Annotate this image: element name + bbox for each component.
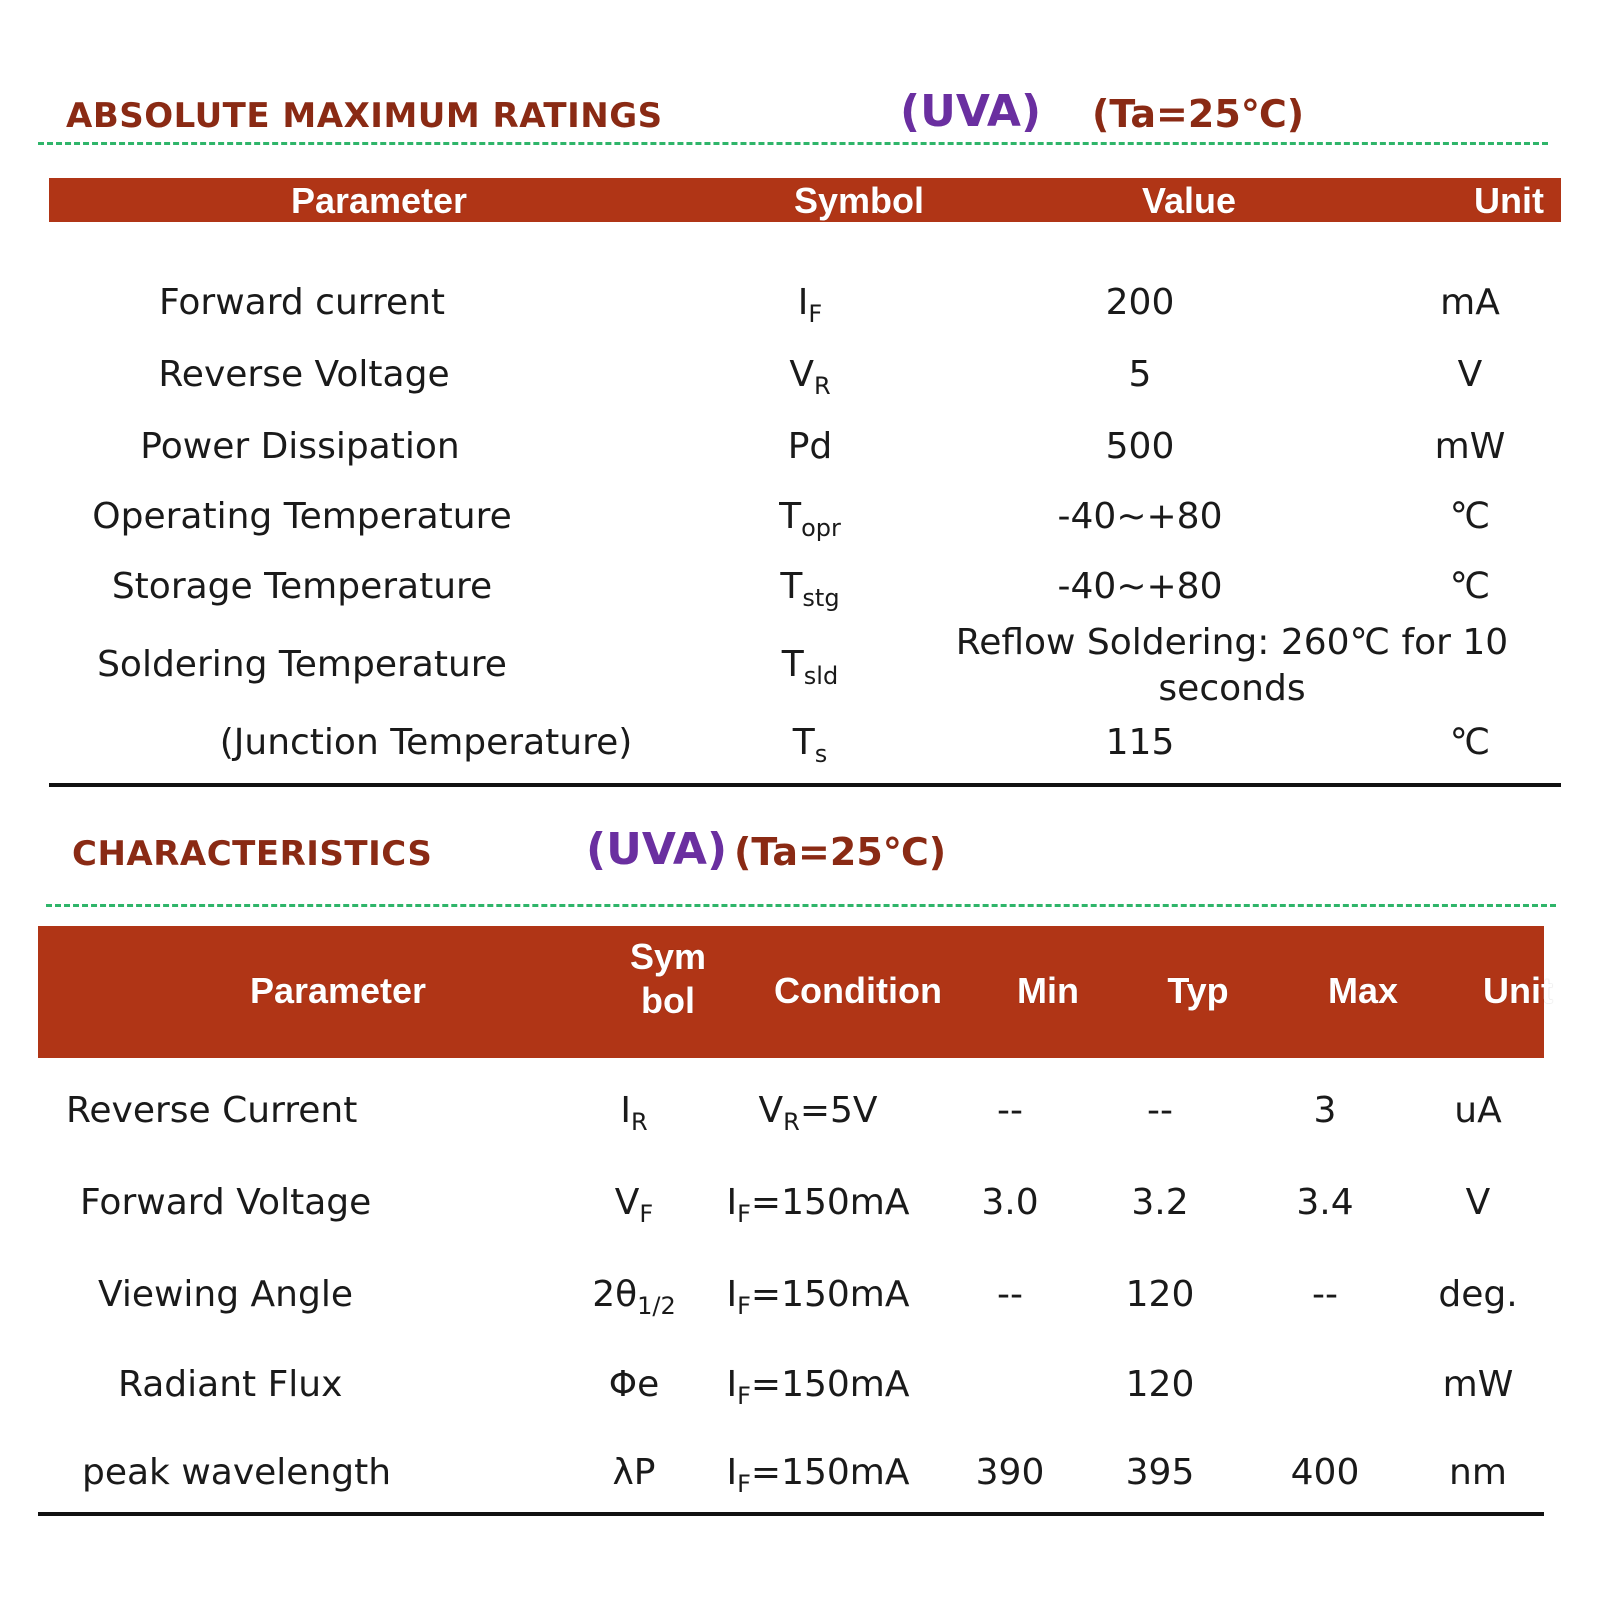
min-cell: --	[997, 1274, 1023, 1315]
symbol-cell: $T_{opr}$	[779, 496, 841, 542]
abs-ratings-condition: (Ta=25℃)	[1092, 92, 1305, 136]
symbol-cell: λP	[612, 1452, 656, 1493]
abs-ratings-dashed-rule	[38, 142, 1548, 145]
typ-cell: 120	[1125, 1364, 1195, 1405]
max-cell: --	[1312, 1274, 1338, 1315]
typ-cell: 120	[1125, 1274, 1195, 1315]
condition-cell: $I_F=150mA$	[726, 1182, 910, 1228]
value-cell: -40~+80	[1057, 496, 1223, 537]
typ-cell: --	[1147, 1090, 1173, 1131]
param-cell: Radiant Flux	[118, 1364, 343, 1405]
char-header-max: Max	[1327, 970, 1399, 1011]
symbol-cell: $T_{sld}$	[781, 644, 839, 690]
min-cell: 3.0	[981, 1182, 1039, 1223]
characteristics-tag: (UVA)	[586, 824, 728, 875]
unit-cell: ℃	[1449, 566, 1491, 607]
unit-cell: deg.	[1438, 1274, 1518, 1315]
unit-cell: nm	[1449, 1452, 1507, 1493]
symbol-cell: $I_F$	[797, 282, 823, 328]
abs-ratings-tag: (UVA)	[900, 86, 1042, 137]
abs-ratings-bottom-rule	[49, 783, 1561, 787]
abs-header-value: Value	[1141, 180, 1237, 221]
characteristics-header-bar	[38, 926, 1553, 1058]
value-cell: 500	[1105, 426, 1175, 467]
unit-cell: mA	[1440, 282, 1500, 323]
typ-cell: 395	[1125, 1452, 1195, 1493]
abs-ratings-title: ABSOLUTE MAXIMUM RATINGS	[66, 96, 663, 136]
abs-header-parameter: Parameter	[290, 180, 468, 221]
max-cell: 3.4	[1296, 1182, 1354, 1223]
param-cell: Reverse Current	[66, 1090, 358, 1131]
value-cell: 200	[1105, 282, 1175, 323]
param-cell: Power Dissipation	[140, 426, 460, 467]
unit-cell: mW	[1442, 1364, 1514, 1405]
param-cell: Operating Temperature	[92, 496, 512, 537]
unit-cell: ℃	[1449, 496, 1491, 537]
value-cell: 5	[1128, 354, 1152, 395]
value-cell-line2: seconds	[1158, 668, 1306, 709]
symbol-cell: $2\theta_{1/2}$	[592, 1274, 676, 1320]
unit-cell: V	[1465, 1182, 1491, 1223]
param-cell: Storage Temperature	[111, 566, 493, 607]
unit-cell: V	[1457, 354, 1483, 395]
param-cell: Forward current	[158, 282, 446, 323]
param-cell: Viewing Angle	[98, 1274, 353, 1315]
condition-cell: $I_F=150mA$	[726, 1452, 910, 1498]
condition-cell: $I_F=150mA$	[726, 1274, 910, 1320]
condition-cell: $I_F=150mA$	[726, 1364, 910, 1410]
symbol-cell: Φe	[608, 1364, 660, 1405]
char-header-symbol-line2: bol	[641, 980, 695, 1021]
max-cell: 3	[1313, 1090, 1337, 1131]
characteristics-title: CHARACTERISTICS	[72, 834, 433, 874]
char-header-condition: Condition	[774, 970, 942, 1011]
value-cell: Reflow Soldering: 260℃ for 10	[955, 622, 1509, 663]
param-cell: peak wavelength	[82, 1452, 392, 1493]
unit-cell: uA	[1454, 1090, 1502, 1131]
char-header-typ: Typ	[1167, 970, 1229, 1011]
typ-cell: 3.2	[1131, 1182, 1189, 1223]
char-header-symbol-line1: Sym	[629, 936, 707, 977]
unit-cell: ℃	[1449, 722, 1491, 763]
param-cell: Soldering Temperature	[97, 644, 507, 685]
symbol-cell: Pd	[787, 426, 833, 467]
min-cell: 390	[975, 1452, 1045, 1493]
symbol-cell: $T_{stg}$	[780, 566, 840, 612]
param-cell: Reverse Voltage	[158, 354, 450, 395]
param-cell: Forward Voltage	[80, 1182, 372, 1223]
max-cell: 400	[1290, 1452, 1360, 1493]
char-header-unit: Unit	[1483, 970, 1553, 1011]
abs-ratings-header-bar	[49, 178, 1561, 222]
param-cell: (Junction Temperature)	[219, 722, 633, 763]
characteristics-dashed-rule	[46, 904, 1556, 907]
unit-cell: mW	[1434, 426, 1506, 467]
value-cell: -40~+80	[1057, 566, 1223, 607]
characteristics-bottom-rule	[38, 1512, 1544, 1516]
characteristics-condition: (Ta=25℃)	[734, 830, 947, 874]
symbol-cell: $I_R$	[620, 1090, 648, 1136]
char-header-parameter: Parameter	[249, 970, 427, 1011]
symbol-cell: $T_s$	[792, 722, 828, 768]
min-cell: --	[997, 1090, 1023, 1131]
symbol-cell: $V_R$	[789, 354, 831, 400]
char-header-min: Min	[1017, 970, 1079, 1011]
abs-header-unit: Unit	[1474, 180, 1544, 221]
condition-cell: $V_R=5V$	[758, 1090, 878, 1136]
symbol-cell: $V_F$	[614, 1182, 654, 1228]
abs-header-symbol: Symbol	[793, 180, 925, 221]
value-cell: 115	[1105, 722, 1175, 763]
